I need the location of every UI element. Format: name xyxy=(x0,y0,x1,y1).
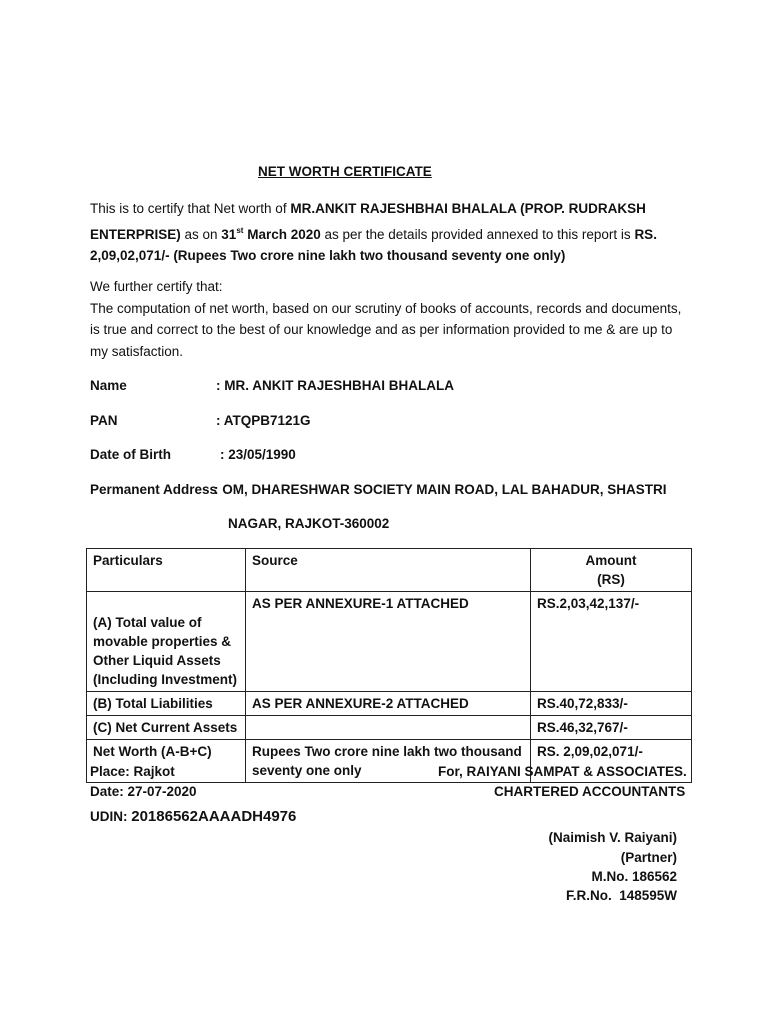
table-row xyxy=(87,692,692,716)
row-particular: (A) Total value of movable properties & Other Liquid Assets (Including Investment) xyxy=(87,592,246,692)
udin xyxy=(90,808,296,825)
row-particular: (C) Net Current Assets xyxy=(87,716,246,740)
firm-registration-number: F.R.No. 148595W xyxy=(565,888,677,903)
certification-paragraph xyxy=(90,198,690,267)
date-rest: March 2020 xyxy=(243,226,321,242)
header-amount-label: Amount xyxy=(585,553,637,568)
pan-value: : ATQPB7121G xyxy=(216,413,311,428)
header-source: Source xyxy=(246,549,531,592)
signatory-name: (Naimish V. Raiyani) xyxy=(548,830,677,845)
row-particular: Net Worth (A-B+C) xyxy=(87,740,246,783)
signatory-role: (Partner) xyxy=(620,850,677,865)
membership-number: M.No. 186562 xyxy=(591,869,677,884)
place: Place: Rajkot xyxy=(90,764,175,779)
udin-label: UDIN: xyxy=(90,809,132,824)
row-amount: RS. 2,09,02,071/- xyxy=(531,740,692,783)
row-source xyxy=(246,716,531,740)
date-suffix: st xyxy=(236,225,244,235)
row-source: AS PER ANNEXURE-2 ATTACHED xyxy=(246,692,531,716)
row-particular: (B) Total Liabilities xyxy=(87,692,246,716)
address-line-2: NAGAR, RAJKOT-360002 xyxy=(228,516,390,531)
dob-label: Date of Birth xyxy=(90,447,171,462)
net-worth-amount: RS. 2,09,02,071/- (Rupees Two crore nine lakh two thousand seventy one only) xyxy=(90,226,657,263)
intro-text: This is to certify that Net worth of xyxy=(90,201,291,216)
table-row xyxy=(87,716,692,740)
header-amount xyxy=(531,549,692,592)
certificate-title: NET WORTH CERTIFICATE xyxy=(258,164,432,179)
firm-name: For, RAIYANI SAMPAT & ASSOCIATES. xyxy=(438,764,687,779)
row-amount: RS.2,03,42,137/- xyxy=(531,592,692,692)
row-source: Rupees Two crore nine lakh two thousand seventy one only xyxy=(246,740,531,783)
row-source: AS PER ANNEXURE-1 ATTACHED xyxy=(246,592,531,692)
further-certify-paragraph xyxy=(90,276,690,362)
date-day: 31 xyxy=(221,226,237,242)
name-label: Name xyxy=(90,378,127,393)
table-header-row xyxy=(87,549,692,592)
firm-type: CHARTERED ACCOUNTANTS xyxy=(494,784,686,799)
udin-value: 20186562AAAADH4976 xyxy=(131,808,297,825)
intro-text-2: as on xyxy=(180,226,222,242)
row-amount: RS.46,32,767/- xyxy=(531,716,692,740)
pan-label: PAN xyxy=(90,413,118,428)
row-amount: RS.40,72,833/- xyxy=(531,692,692,716)
date: Date: 27-07-2020 xyxy=(90,784,197,799)
dob-value: : 23/05/1990 xyxy=(220,447,296,462)
header-amount-unit: (RS) xyxy=(597,572,625,587)
address-value: : OM, DHARESHWAR SOCIETY MAIN ROAD, LAL BAHADUR, SHASTRI xyxy=(214,482,667,497)
intro-text-3: as per the details provided annexed to this report is xyxy=(320,226,635,242)
further-heading: We further certify that: xyxy=(90,279,223,294)
table-row xyxy=(87,592,692,692)
holder-name: MR.ANKIT RAJESHBHAI BHALALA (PROP. RUDRAKSH ENTERPRISE) xyxy=(90,201,646,242)
further-body: The computation of net worth, based on our scrutiny of books of accounts, records and documents, is true and correct to the best of our knowledge and as per information provided to me & are up to my satisfaction. xyxy=(90,300,682,359)
net-worth-table xyxy=(86,548,692,783)
name-value: : MR. ANKIT RAJESHBHAI BHALALA xyxy=(216,378,454,393)
address-label: Permanent Address xyxy=(90,482,218,497)
header-particulars: Particulars xyxy=(87,549,246,592)
